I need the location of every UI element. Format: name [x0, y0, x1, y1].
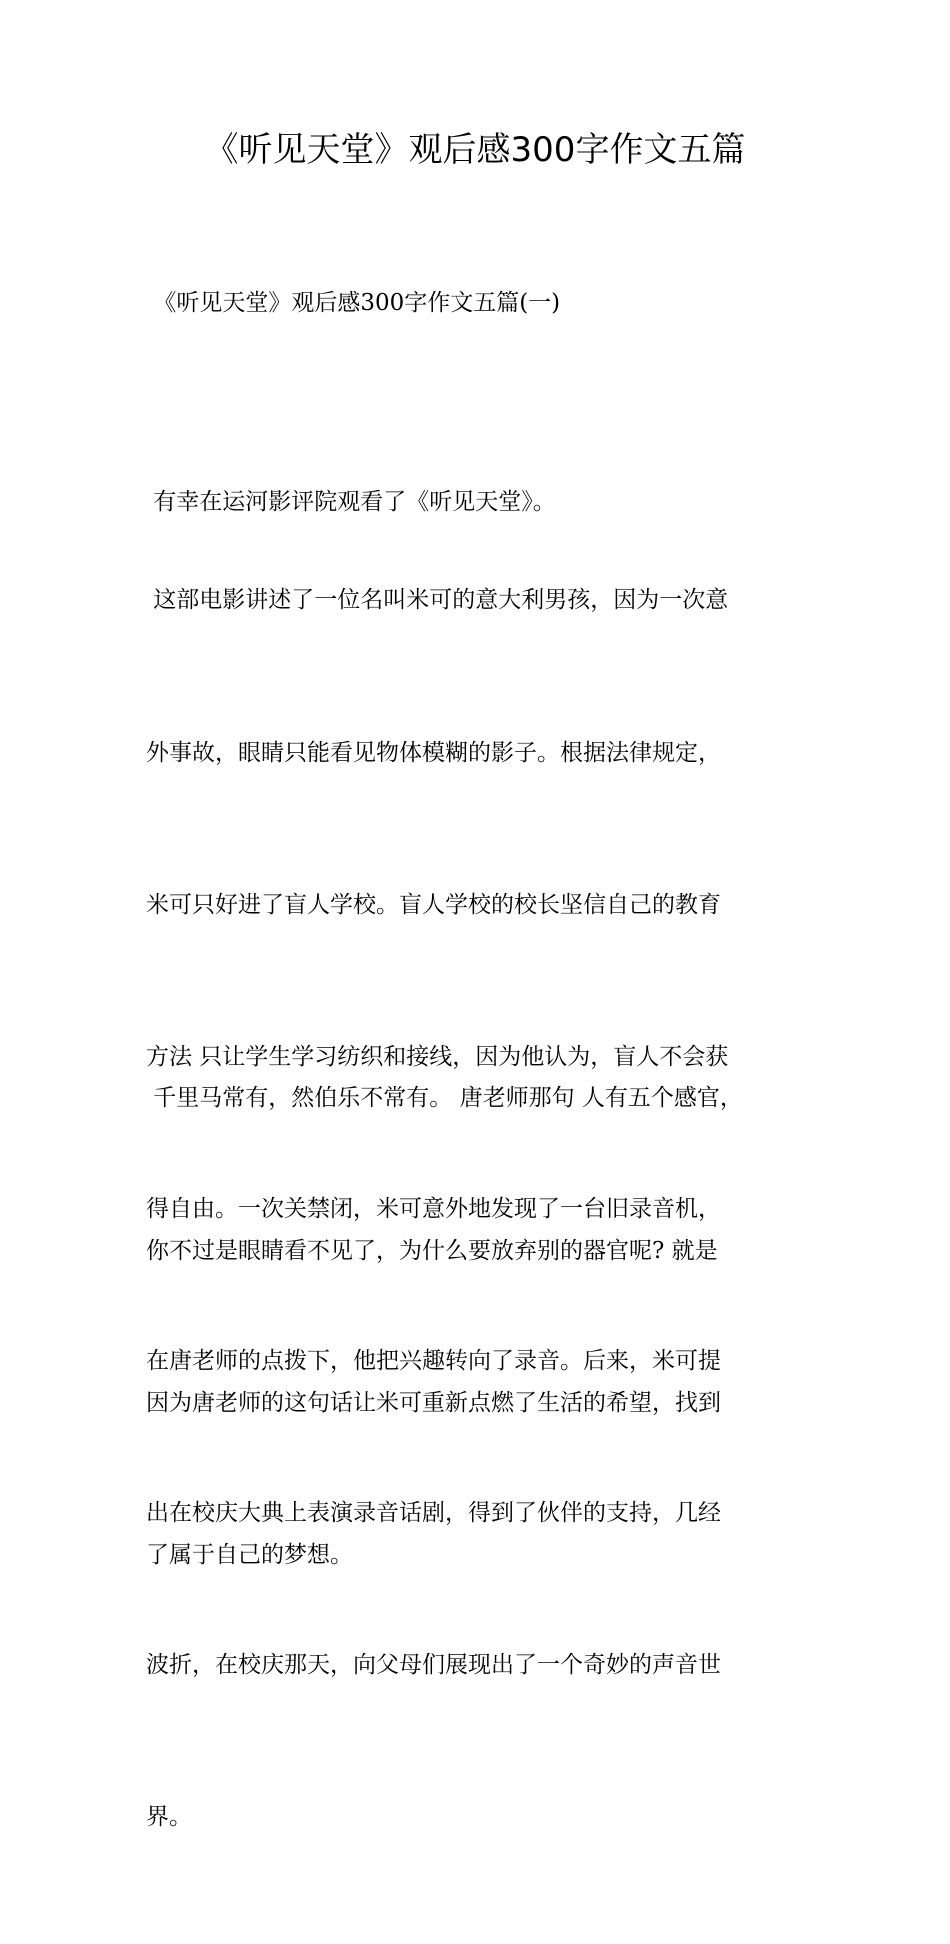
text-line: 外事故，眼睛只能看见物体模糊的影子。根据法律规定， [146, 739, 721, 766]
text-line: 在唐老师的点拨下，他把兴趣转向了录音。后来，米可提 [146, 1347, 721, 1374]
text-line: 方法 只让学生学习纺织和接线，因为他认为，盲人不会获 [146, 1043, 729, 1070]
text-line: 这部电影讲述了一位名叫米可的意大利男孩，因为一次意 [146, 587, 729, 614]
text-line: 出在校庆大典上表演录音话剧，得到了伙伴的支持，几经 [146, 1500, 721, 1527]
text-line: 界。 [146, 1804, 192, 1831]
text-line: 因为唐老师的这句话让米可重新点燃了生活的希望，找到 [146, 1389, 721, 1416]
text-line: 波折，在校庆那天，向父母们展现出了一个奇妙的声音世 [146, 1652, 721, 1679]
text-line: 有幸在运河影评院观看了《听见天堂》。 [146, 489, 556, 516]
section-heading: 《听见天堂》观后感300字作文五篇(一) [146, 290, 561, 316]
paragraph-3 [146, 972, 816, 1682]
document-title: 《听见天堂》观后感300字作文五篇 [204, 130, 746, 170]
text-line: 千里马常有，然伯乐不常有。 唐老师那句 人有五个感官， [146, 1085, 743, 1112]
text-line: 你不过是眼睛看不见了，为什么要放弃别的器官呢? 就是 [146, 1237, 718, 1264]
text-line: 得自由。一次关禁闭，米可意外地发现了一台旧录音机， [146, 1195, 721, 1222]
text-line: 米可只好进了盲人学校。盲人学校的校长坚信自己的教育 [146, 891, 721, 918]
text-line: 了属于自己的梦想。 [146, 1541, 353, 1568]
